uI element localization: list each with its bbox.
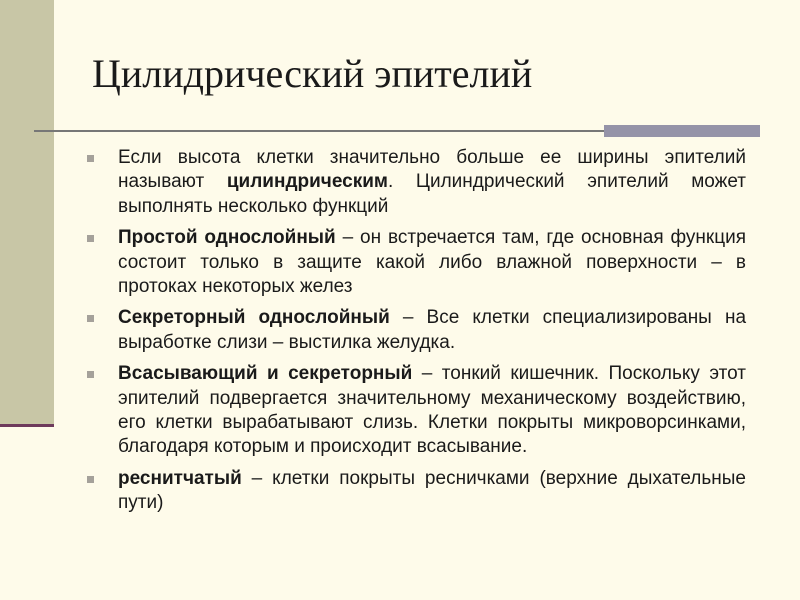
item-lead-term: Секреторный однослойный xyxy=(118,307,390,329)
square-bullet-icon xyxy=(87,315,94,322)
bullet-item-definition xyxy=(86,146,746,219)
bullet-item-absorptive xyxy=(86,362,746,460)
item-text: – Все клетки специализированы на выработке слизи – выстилка желудка. xyxy=(118,307,747,353)
left-decor-rule xyxy=(0,424,54,427)
item-text: Если высота клетки значительно больше ее ширины эпителий называют xyxy=(118,147,746,193)
square-bullet-icon xyxy=(87,235,94,242)
item-bold-term: цилиндрическим xyxy=(226,171,388,193)
bullet-list xyxy=(86,146,746,523)
item-lead-term: Всасывающий и секреторный xyxy=(118,363,413,385)
square-bullet-icon xyxy=(87,476,94,483)
item-text: – он встречается там, где основная функция состоит только в защите какой либо влажной поверхности – в протоках некоторых желез xyxy=(118,227,747,298)
item-text: – клетки покрыты ресничками (верхние дыхательные пути) xyxy=(118,467,746,514)
item-lead-term: Простой однослойный xyxy=(118,227,336,249)
item-text: . Цилиндрический эпителий может выполнять несколько функций xyxy=(118,171,746,217)
bullet-item-secretory xyxy=(86,306,746,355)
left-decor-band xyxy=(0,0,54,426)
bullet-item-simple xyxy=(86,226,746,299)
square-bullet-icon xyxy=(87,371,94,378)
slide-title: Цилидрический эпителий xyxy=(92,51,533,96)
title-divider-accent xyxy=(604,125,760,137)
item-text: – тонкий кишечник. Поскольку этот эпителий подвергается значительному механическому воздействию, его клетки вырабатывают слизь. Клетки покрыты микроворсинками, благодаря которым и происходит всасывание. xyxy=(118,363,746,458)
bullet-item-ciliated xyxy=(86,467,746,516)
item-lead-term: реснитчатый xyxy=(118,467,242,489)
square-bullet-icon xyxy=(87,155,94,162)
